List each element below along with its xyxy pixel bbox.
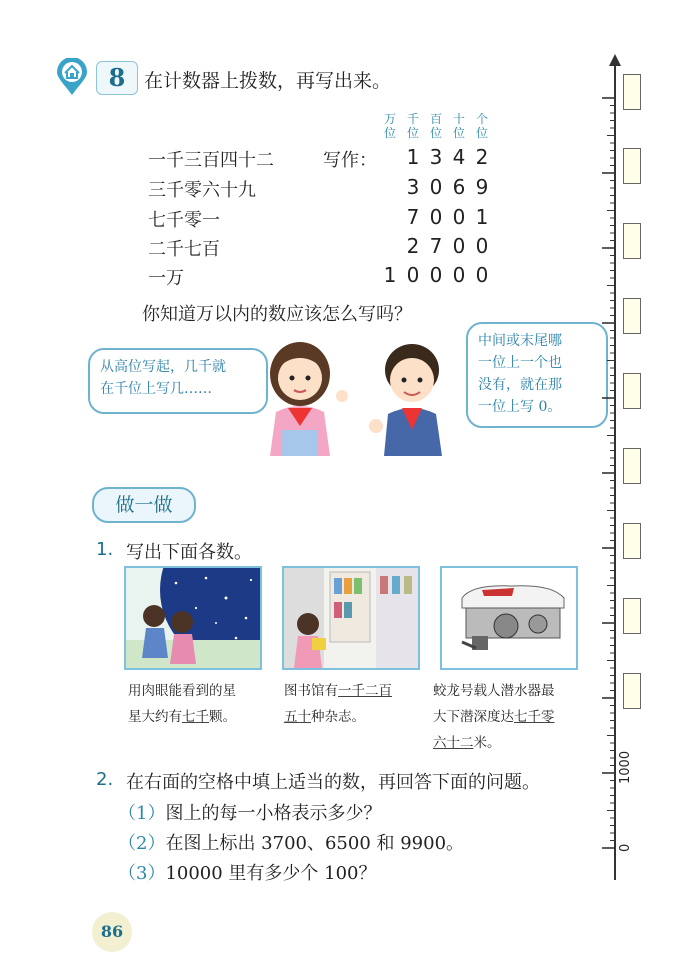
exercise-2-number: 2. [96,769,114,790]
digit: 0 [452,263,466,287]
sub-question-3: （3）10000 里有多少个 100？ [118,863,377,884]
digit: 4 [452,145,466,169]
library-picture-panel [282,566,420,670]
bubble-line: 在千位上写几…… [100,381,212,397]
digit: 0 [475,263,489,287]
digit: 0 [429,263,443,287]
caption-line: 大下潜深度达七千零 [433,709,555,725]
place-value-ge: 个位 [475,112,488,140]
underlined-number-word: 六十二 [433,735,474,751]
digit: 1 [475,205,489,229]
bubble-line: 中间或末尾哪 [478,333,562,349]
night-sky-illustration [126,568,260,668]
answer-box[interactable] [623,523,641,559]
caption-line: 五十种杂志。 [284,709,365,725]
place-value-wan: 万位 [383,112,396,140]
exercise-2-text: 在右面的空格中填上适当的数，再回答下面的问题。 [126,772,540,793]
place-value-shi: 十位 [452,112,465,140]
axis-label-1000: 1000 [618,750,633,784]
answer-box[interactable] [623,223,641,259]
caption-stars [128,678,268,730]
stars-picture-panel [124,566,262,670]
answer-box[interactable] [623,448,641,484]
digit: 0 [429,175,443,199]
digit: 3 [406,175,420,199]
write-as-label: 写作： [323,150,377,171]
answer-box[interactable] [623,373,641,409]
digit: 7 [429,234,443,258]
bubble-line: 没有，就在那 [478,377,562,393]
sub-question-2: （2）在图上标出 3700、6500 和 9900。 [118,833,465,854]
library-illustration [284,568,418,668]
girl-speech-bubble [88,348,268,414]
home-icon [56,58,88,96]
answer-box[interactable] [623,673,641,709]
place-value-bai: 百位 [429,112,442,140]
underlined-number-word: 七千 [182,709,209,725]
number-word: 一万 [148,268,184,289]
digit: 1 [406,145,420,169]
caption-line: 用肉眼能看到的星 [128,683,236,699]
digit: 7 [406,205,420,229]
place-value-qian: 千位 [406,112,419,140]
underlined-number-word: 七千零 [514,709,555,725]
section-title-zuoyizuo: 做一做 [92,487,196,523]
digit: 0 [452,234,466,258]
exercise-1-number: 1. [96,539,114,560]
bubble-line: 一位上写 0。 [478,399,562,415]
caption-submarine [433,678,593,756]
discussion-question: 你知道万以内的数应该怎么写吗？ [142,304,412,325]
number-word: 三千零六十九 [148,180,256,201]
axis-label-0: 0 [618,843,633,852]
bubble-line: 从高位写起，几千就 [100,359,226,375]
number-word: 二千七百 [148,239,220,260]
sub-question-1: （1）图上的每一小格表示多少？ [118,803,382,824]
digit: 1 [383,263,397,287]
answer-box[interactable] [623,148,641,184]
digit: 0 [452,205,466,229]
caption-line: 蛟龙号载人潜水器最 [433,683,555,699]
submarine-illustration [442,568,576,668]
caption-line: 六十二米。 [433,735,501,751]
answer-box[interactable] [623,74,641,110]
digit: 0 [429,205,443,229]
digit: 9 [475,175,489,199]
number-line-ticks [600,62,616,882]
number-word: 七千零一 [148,210,220,231]
digit: 6 [452,175,466,199]
caption-library [284,678,424,730]
submarine-picture-panel [440,566,578,670]
problem-number-badge: 8 [96,61,138,95]
number-word: 一千三百四十二 [148,150,274,171]
digit: 0 [475,234,489,258]
underlined-number-word: 一千二百 [338,683,392,699]
digit: 3 [429,145,443,169]
digit: 0 [406,263,420,287]
children-illustration [252,334,472,460]
problem-instruction: 在计数器上拨数，再写出来。 [144,70,392,92]
caption-line: 星大约有七千颗。 [128,709,236,725]
bubble-line: 一位上一个也 [478,355,562,371]
digit: 2 [406,234,420,258]
answer-box[interactable] [623,298,641,334]
underlined-number-word: 五十 [284,709,311,725]
boy-speech-bubble [466,322,608,428]
page-number: 86 [92,912,132,952]
exercise-1-text: 写出下面各数。 [126,542,252,563]
caption-line: 图书馆有一千二百 [284,683,392,699]
answer-box[interactable] [623,598,641,634]
digit: 2 [475,145,489,169]
